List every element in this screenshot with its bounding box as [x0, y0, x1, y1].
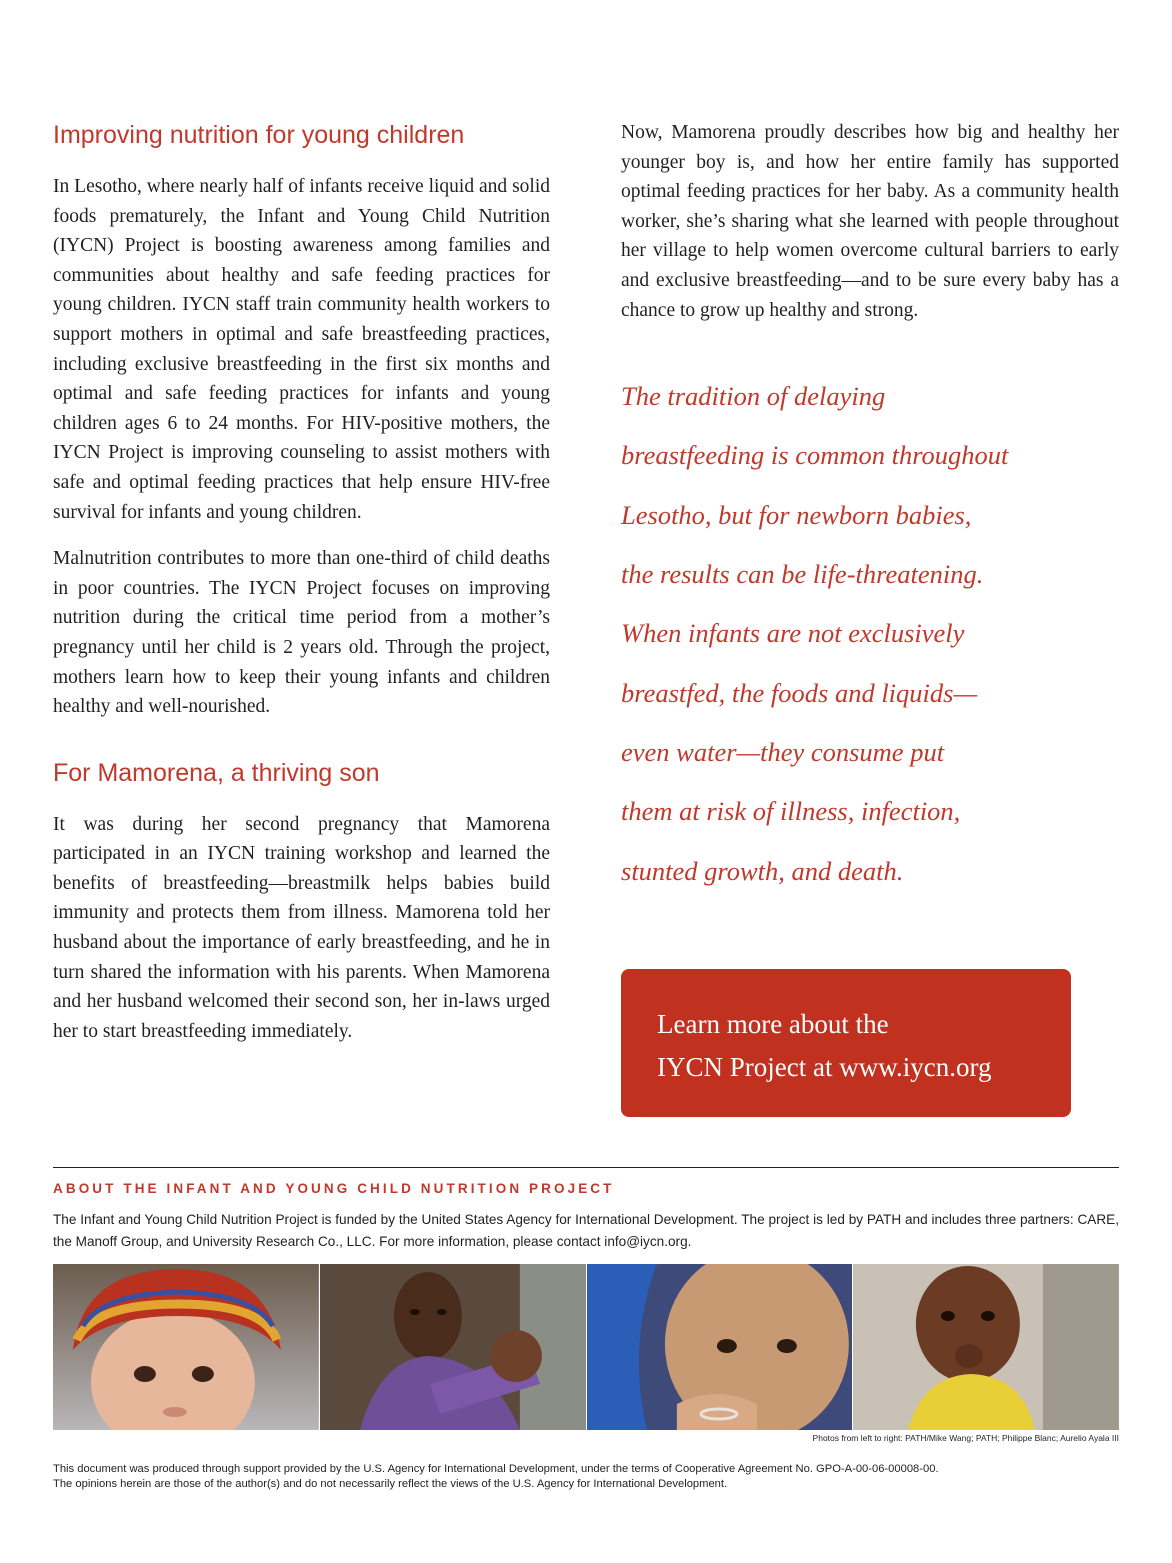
- quote-line: even water—they consume put: [621, 736, 945, 767]
- photo-baby-knit-hat: [53, 1264, 319, 1430]
- photo-infant-closeup: [587, 1264, 853, 1430]
- left-column: [53, 118, 550, 1063]
- quote-line: The tradition of delaying: [621, 381, 886, 412]
- section-divider: [53, 1167, 1119, 1168]
- cta-line: Learn more about the: [657, 1009, 889, 1039]
- paragraph-pregnancy: It was during her second pregnancy that Mamorena participated in an IYCN training workshop and learned the benefits of breastfeeding—breastmilk helps babies build immunity and protects them from illness. Mamorena told her husband about the importance of early breastfeeding, and he in turn shared the information with his parents. When Mamorena and her husband welcomed their second son, her in-laws urged her to start breastfeeding immediately.: [53, 813, 550, 1042]
- photo-credit: Photos from left to right: PATH/Mike Wang; PATH; Philippe Blanc; Aurelio Ayala III: [812, 1433, 1119, 1443]
- photo-strip: [53, 1264, 1119, 1430]
- about-body: The Infant and Young Child Nutrition Project is funded by the United States Agency for International Development. The project is led by PATH and includes three partners: CARE, the Manoff Group, and University Research Co., LLC. For more information, please contact info@iycn.org.: [53, 1212, 1119, 1249]
- quote-line: the results can be life-threatening.: [621, 559, 984, 590]
- paragraph-mamorena-proud: Now, Mamorena proudly describes how big and healthy her younger boy is, and how her entire family has supported optimal feeding practices for her baby. As a community health worker, she’s sharing what she learned with people throughout her village to help women overcome cultural barriers to early and exclusive breastfeeding—and to be sure every baby has a chance to grow up healthy and strong.: [621, 122, 1119, 321]
- paragraph-lesotho: In Lesotho, where nearly half of infants receive liquid and solid foods prematurely, the Infant and Young Child Nutrition (IYCN) Project is boosting awareness among families and communities about healthy and safe feeding practices for young children. IYCN staff train community health workers to support mothers in optimal and safe breastfeeding practices, including exclusive breastfeeding in the first six months and optimal and safe feeding practices for infants and young children ages 6 to 24 months. For HIV-positive mothers, the IYCN Project is improving counseling to assist mothers with safe and optimal feeding practices that help ensure HIV-free survival for infants and young children.: [53, 176, 550, 523]
- learn-more-callout[interactable]: [621, 969, 1071, 1117]
- disclaimer-line: The opinions herein are those of the author(s) and do not necessarily reflect the views of the U.S. Agency for International Development.: [53, 1478, 728, 1490]
- quote-line: When infants are not exclusively: [621, 618, 965, 649]
- photo-mother-with-baby: [320, 1264, 586, 1430]
- photo-toddler-yellow-shirt: [853, 1264, 1119, 1430]
- disclaimer: [53, 1462, 1119, 1492]
- quote-line: breastfed, the foods and liquids—: [621, 677, 978, 708]
- cta-link-line[interactable]: IYCN Project at www.iycn.org: [657, 1052, 992, 1082]
- quote-line: Lesotho, but for newborn babies,: [621, 499, 972, 530]
- heading-mamorena: For Mamorena, a thriving son: [53, 758, 380, 787]
- quote-line: them at risk of illness, infection,: [621, 796, 961, 827]
- disclaimer-line: This document was produced through support provided by the U.S. Agency for International Development, under the terms of Cooperative Agreement No. GPO-A-00-06-00008-00.: [53, 1463, 939, 1475]
- quote-line: stunted growth, and death.: [621, 855, 904, 886]
- right-column: [621, 118, 1119, 901]
- heading-improving-nutrition: Improving nutrition for young children: [53, 121, 465, 149]
- about-title: ABOUT THE INFANT AND YOUNG CHILD NUTRITION PROJECT: [53, 1181, 615, 1196]
- quote-line: breastfeeding is common throughout: [621, 440, 1009, 471]
- pull-quote: [621, 367, 1119, 901]
- paragraph-malnutrition: Malnutrition contributes to more than one-third of child deaths in poor countries. The IYCN Project focuses on improving nutrition during the critical time period from a mother’s pregnancy until her child is 2 years old. Through the project, mothers learn how to keep their young infants and children healthy and well-nourished.: [53, 548, 550, 718]
